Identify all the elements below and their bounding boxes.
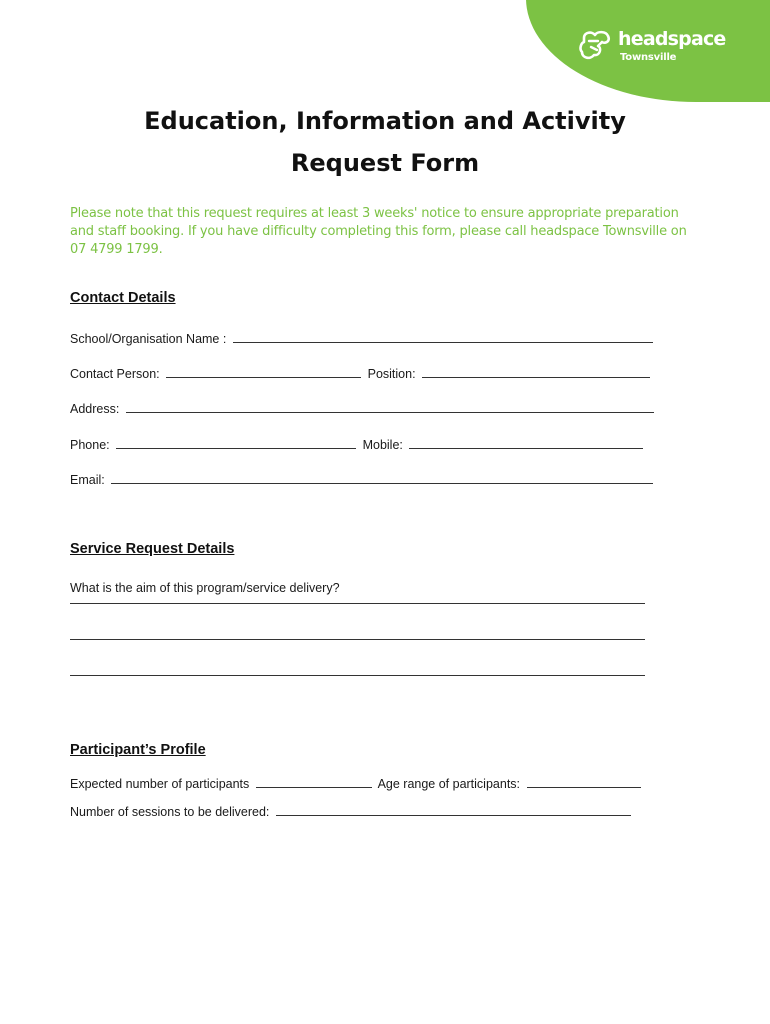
- contact-person-row: [70, 365, 653, 381]
- aim-answer-line-3[interactable]: [70, 675, 645, 676]
- title-line-1: Education, Information and Activity: [144, 107, 626, 135]
- sessions-field[interactable]: [276, 803, 631, 816]
- phone-label: Phone:: [70, 438, 110, 452]
- mobile-label: Mobile:: [362, 438, 403, 452]
- address-label: Address:: [70, 402, 120, 416]
- email-label: Email:: [70, 473, 105, 487]
- logo-location: Townsville: [620, 52, 677, 63]
- age-range-label: Age range of participants:: [377, 777, 521, 791]
- sessions-label: Number of sessions to be delivered:: [70, 805, 270, 819]
- notice-text: Please note that this request requires at least 3 weeks' notice to ensure appropriate preparation and staff booking. If you have difficulty completing this form, please call headspace Townsville on 07 4799 1799.: [70, 206, 687, 257]
- aim-answer-line-2[interactable]: [70, 639, 645, 640]
- position-label: Position:: [367, 367, 416, 381]
- logo-wordmark: headspace: [618, 28, 726, 50]
- position-field[interactable]: [422, 365, 650, 378]
- org-name-label: School/Organisation Name :: [70, 332, 227, 346]
- aim-answer-line-1[interactable]: [70, 603, 645, 604]
- mobile-field[interactable]: [409, 436, 643, 449]
- participants-row: [70, 775, 644, 791]
- service-request-heading: Service Request Details: [70, 541, 235, 557]
- headspace-logo: [526, 0, 770, 102]
- expected-participants-field[interactable]: [256, 775, 372, 788]
- org-name-field[interactable]: [233, 330, 653, 343]
- page-title: [0, 100, 770, 184]
- aim-question: What is the aim of this program/service delivery?: [70, 581, 340, 595]
- contact-person-label: Contact Person:: [70, 367, 160, 381]
- contact-details-heading: Contact Details: [70, 290, 176, 306]
- title-line-2: Request Form: [290, 149, 480, 177]
- expected-participants-label: Expected number of participants: [70, 777, 250, 791]
- phone-field[interactable]: [116, 436, 356, 449]
- org-name-row: [70, 330, 656, 346]
- participants-profile-heading: Participant’s Profile: [70, 742, 206, 758]
- contact-person-field[interactable]: [166, 365, 361, 378]
- phone-row: [70, 436, 646, 452]
- email-field[interactable]: [111, 471, 653, 484]
- headspace-mark-icon: [578, 28, 614, 64]
- address-field[interactable]: [126, 400, 654, 413]
- sessions-row: [70, 803, 634, 819]
- age-range-field[interactable]: [527, 775, 641, 788]
- email-row: [70, 471, 656, 487]
- address-row: [70, 400, 657, 416]
